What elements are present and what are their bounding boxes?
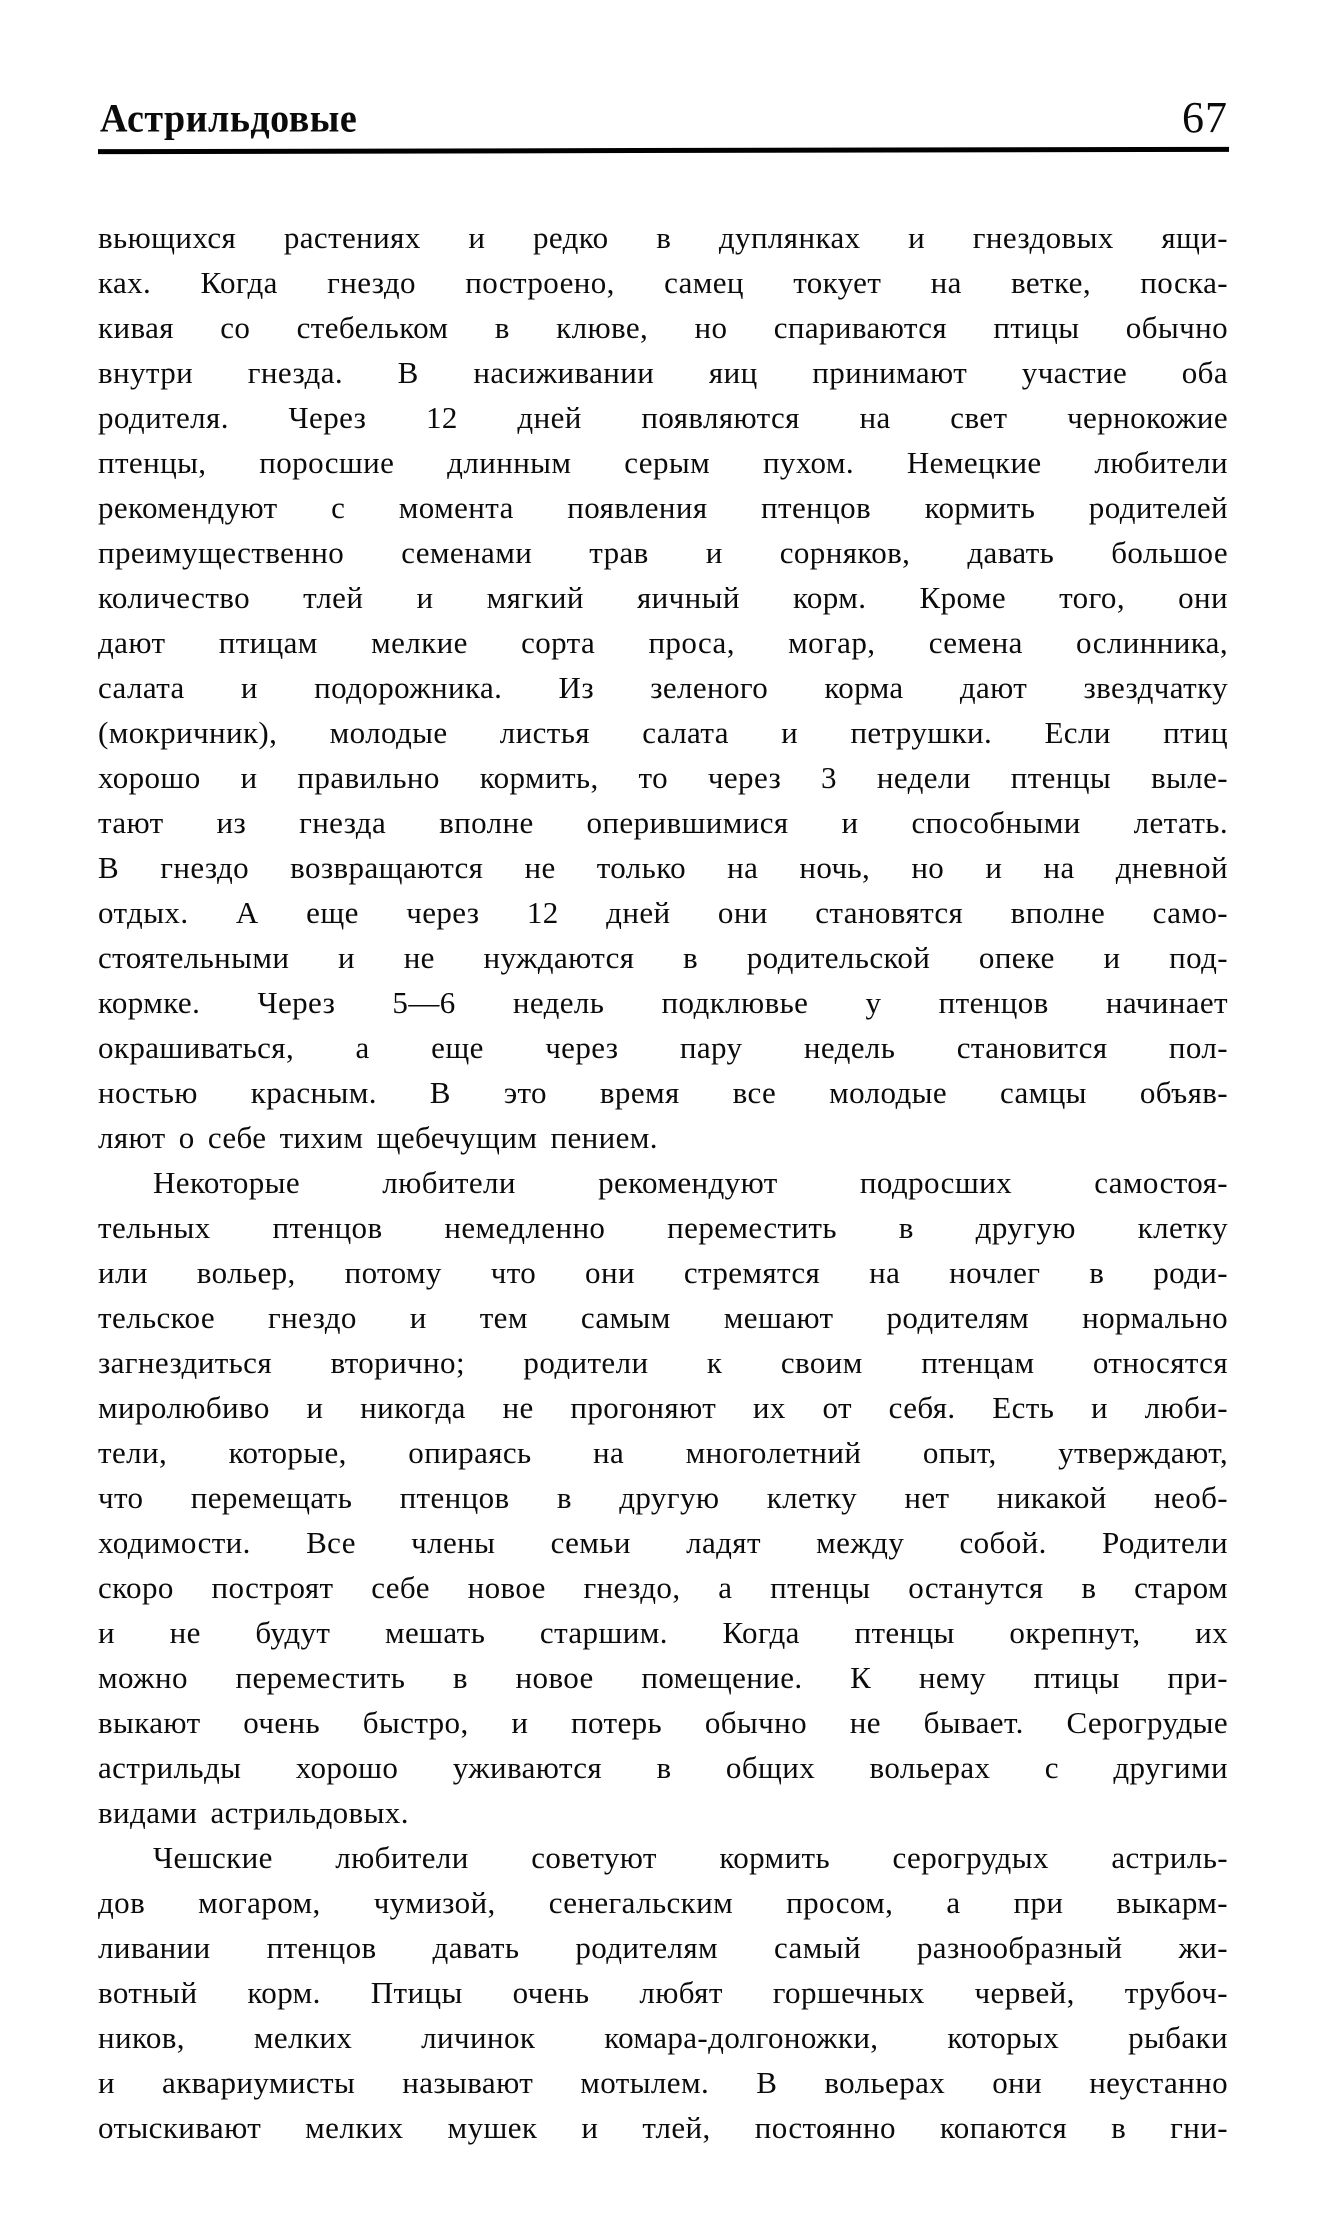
text-line: птенцы, поросшие длинным серым пухом. Немецкие любители xyxy=(98,445,1228,480)
text-line: тельское гнездо и тем самым мешают родителям нормально xyxy=(98,1300,1228,1335)
text-line: и аквариумисты называют мотылем. В вольерах они неустанно xyxy=(98,2065,1228,2100)
text-line: ливании птенцов давать родителям самый разнообразный жи- xyxy=(98,1930,1228,1965)
page-number: 67 xyxy=(1182,93,1228,142)
text-line: отыскивают мелких мушек и тлей, постоянно копаются в гни- xyxy=(98,2110,1228,2145)
text-line: отдых. А еще через 12 дней они становятся вполне само- xyxy=(98,895,1228,930)
text-line: миролюбиво и никогда не прогоняют их от себя. Есть и люби- xyxy=(98,1390,1228,1425)
text-line: кивая со стебельком в клюве, но спариваются птицы обычно xyxy=(98,310,1228,345)
text-line: ходимости. Все члены семьи ладят между собой. Родители xyxy=(98,1525,1228,1560)
text-line: ках. Когда гнездо построено, самец токует на ветке, поска- xyxy=(98,265,1228,300)
text-line: преимущественно семенами трав и сорняков, давать большое xyxy=(98,535,1228,570)
text-line: окрашиваться, а еще через пару недель становится пол- xyxy=(98,1030,1228,1065)
text-line: салата и подорожника. Из зеленого корма дают звездчатку xyxy=(98,670,1228,705)
text-line: ляют о себе тихим щебечущим пением. xyxy=(98,1120,658,1155)
text-line: Чешские любители советуют кормить серогрудых астриль- xyxy=(153,1840,1228,1875)
text-line: хорошо и правильно кормить, то через 3 недели птенцы выле- xyxy=(98,760,1228,795)
text-line: что перемещать птенцов в другую клетку нет никакой необ- xyxy=(98,1480,1228,1515)
text-line: ников, мелких личинок комара-долгоножки, которых рыбаки xyxy=(98,2020,1228,2055)
text-line: астрильды хорошо уживаются в общих вольерах с другими xyxy=(98,1750,1228,1785)
text-line: ностью красным. В это время все молодые самцы объяв- xyxy=(98,1075,1228,1110)
text-line: количество тлей и мягкий яичный корм. Кроме того, они xyxy=(98,580,1228,615)
text-line: В гнездо возвращаются не только на ночь, но и на дневной xyxy=(98,850,1228,885)
text-line: вотный корм. Птицы очень любят горшечных червей, трубоч- xyxy=(98,1975,1228,2010)
text-line: вьющихся растениях и редко в дуплянках и гнездовых ящи- xyxy=(98,220,1228,255)
text-line: видами астрильдовых. xyxy=(98,1795,409,1830)
text-line: (мокричник), молодые листья салата и петрушки. Если птиц xyxy=(98,715,1228,750)
text-line: скоро построят себе новое гнездо, а птенцы останутся в старом xyxy=(98,1570,1228,1605)
text-line: тели, которые, опираясь на многолетний опыт, утверждают, xyxy=(98,1435,1228,1470)
page-header xyxy=(100,92,1228,143)
header-rule xyxy=(98,147,1229,154)
text-line: стоятельными и не нуждаются в родительской опеке и под- xyxy=(98,940,1228,975)
text-line: дают птицам мелкие сорта проса, могар, семена ослинника, xyxy=(98,625,1228,660)
text-line: родителя. Через 12 дней появляются на свет чернокожие xyxy=(98,400,1228,435)
text-line: тельных птенцов немедленно переместить в другую клетку xyxy=(98,1210,1228,1245)
body-text xyxy=(98,215,1228,2150)
text-line: можно переместить в новое помещение. К нему птицы при- xyxy=(98,1660,1228,1695)
text-line: Некоторые любители рекомендуют подросших самостоя- xyxy=(153,1165,1228,1200)
text-line: тают из гнезда вполне оперившимися и способными летать. xyxy=(98,805,1228,840)
text-line: загнездиться вторично; родители к своим птенцам относятся xyxy=(98,1345,1228,1380)
text-line: или вольер, потому что они стремятся на ночлег в роди- xyxy=(98,1255,1228,1290)
text-line: и не будут мешать старшим. Когда птенцы окрепнут, их xyxy=(98,1615,1228,1650)
text-line: выкают очень быстро, и потерь обычно не бывает. Серогрудые xyxy=(98,1705,1228,1740)
text-line: рекомендуют с момента появления птенцов кормить родителей xyxy=(98,490,1228,525)
text-line: дов могаром, чумизой, сенегальским просом, а при выкарм- xyxy=(98,1885,1228,1920)
text-line: внутри гнезда. В насиживании яиц принимают участие оба xyxy=(98,355,1228,390)
running-title: Астрильдовые xyxy=(100,96,358,141)
text-line: кормке. Через 5—6 недель подклювье у птенцов начинает xyxy=(98,985,1228,1020)
